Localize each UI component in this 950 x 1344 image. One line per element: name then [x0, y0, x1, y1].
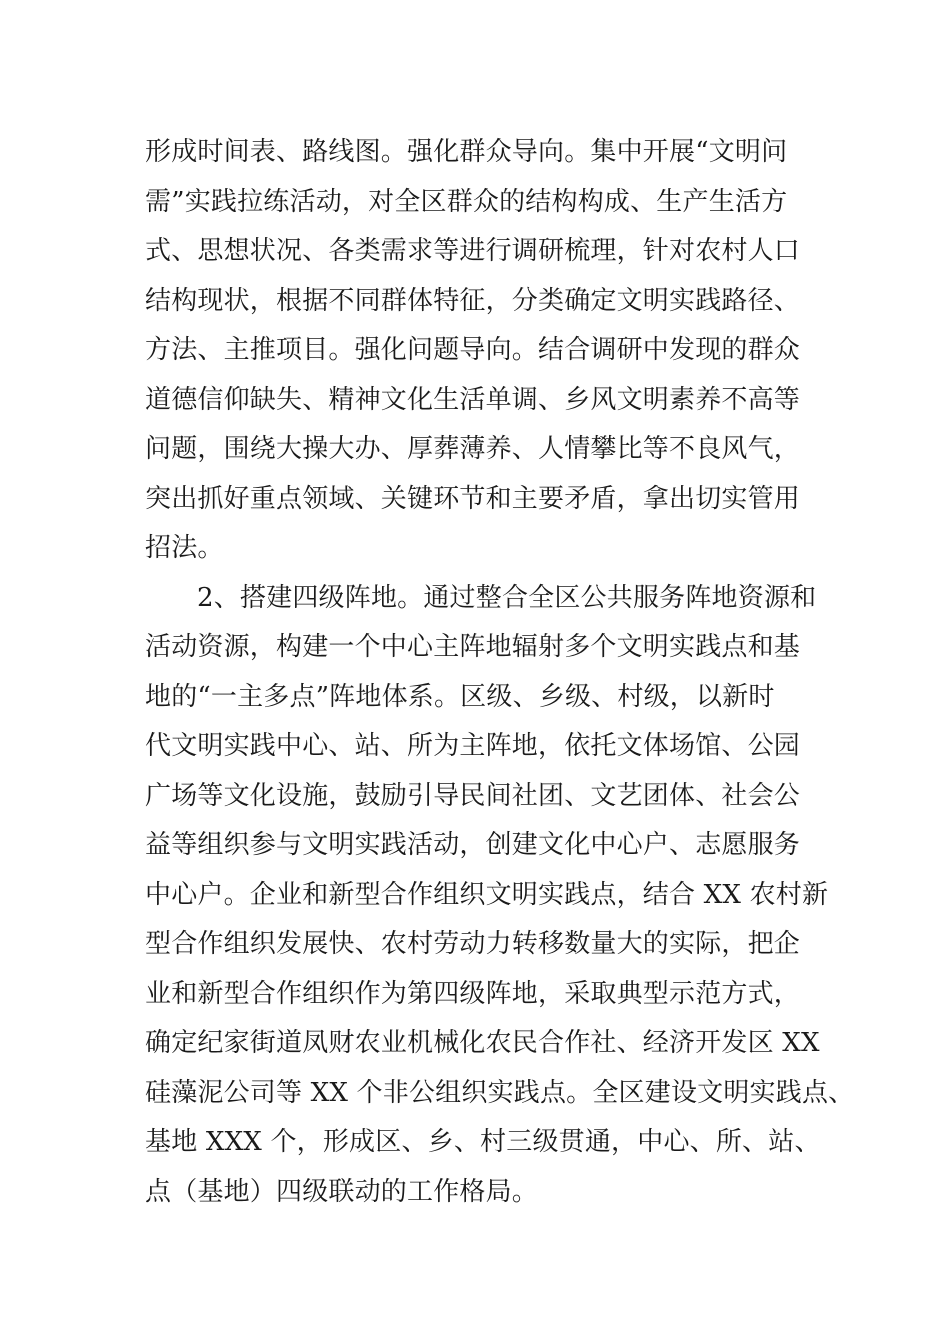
text-line: 点（基地）四级联动的工作格局。 [145, 1176, 539, 1207]
text-line: 硅藻泥公司等 XX 个非公组织实践点。全区建设文明实践点、 [145, 1077, 855, 1108]
text-line: 益等组织参与文明实践活动，创建文化中心户、志愿服务 [145, 830, 801, 860]
paragraph-1 [145, 128, 825, 574]
text-line: 地的“一主多点”阵地体系。区级、乡级、村级，以新时 [145, 681, 775, 712]
text-line: 2、搭建四级阵地。通过整合全区公共服务阵地资源和 [197, 582, 817, 613]
text-line: 形成时间表、路线图。强化群众导向。集中开展“文明问 [145, 137, 788, 167]
text-line: 方法、主推项目。强化问题导向。结合调研中发现的群众 [145, 335, 801, 365]
text-line: 确定纪家街道凤财农业机械化农民合作社、经济开发区 XX [145, 1028, 820, 1058]
text-line: 招法。 [145, 533, 224, 563]
text-line: 问题，围绕大操大办、厚葬薄养、人情攀比等不良风气， [145, 434, 801, 464]
text-line: 业和新型合作组织作为第四级阵地，采取典型示范方式， [145, 978, 801, 1009]
text-line: 突出抓好重点领域、关键环节和主要矛盾，拿出切实管用 [145, 483, 801, 514]
text-line: 基地 XXX 个，形成区、乡、村三级贯通，中心、所、站、 [145, 1127, 821, 1157]
text-line: 活动资源，构建一个中心主阵地辐射多个文明实践点和基 [145, 632, 801, 662]
body-text [145, 128, 855, 1217]
text-line: 广场等文化设施，鼓励引导民间社团、文艺团体、社会公 [145, 780, 801, 811]
text-line: 道德信仰缺失、精神文化生活单调、乡风文明素养不高等 [145, 384, 801, 415]
text-line: 代文明实践中心、站、所为主阵地，依托文体场馆、公园 [145, 731, 801, 761]
text-line: 需”实践拉练活动，对全区群众的结构构成、生产生活方 [145, 186, 788, 217]
paragraph-2 [145, 574, 855, 1218]
text-line: 中心户。企业和新型合作组织文明实践点，结合 XX 农村新 [145, 879, 829, 910]
text-line: 结构现状，根据不同群体特征，分类确定文明实践路径、 [145, 285, 801, 316]
text-line: 型合作组织发展快、农村劳动力转移数量大的实际，把企 [145, 929, 801, 959]
text-line: 式、思想状况、各类需求等进行调研梳理，针对农村人口 [145, 236, 801, 266]
